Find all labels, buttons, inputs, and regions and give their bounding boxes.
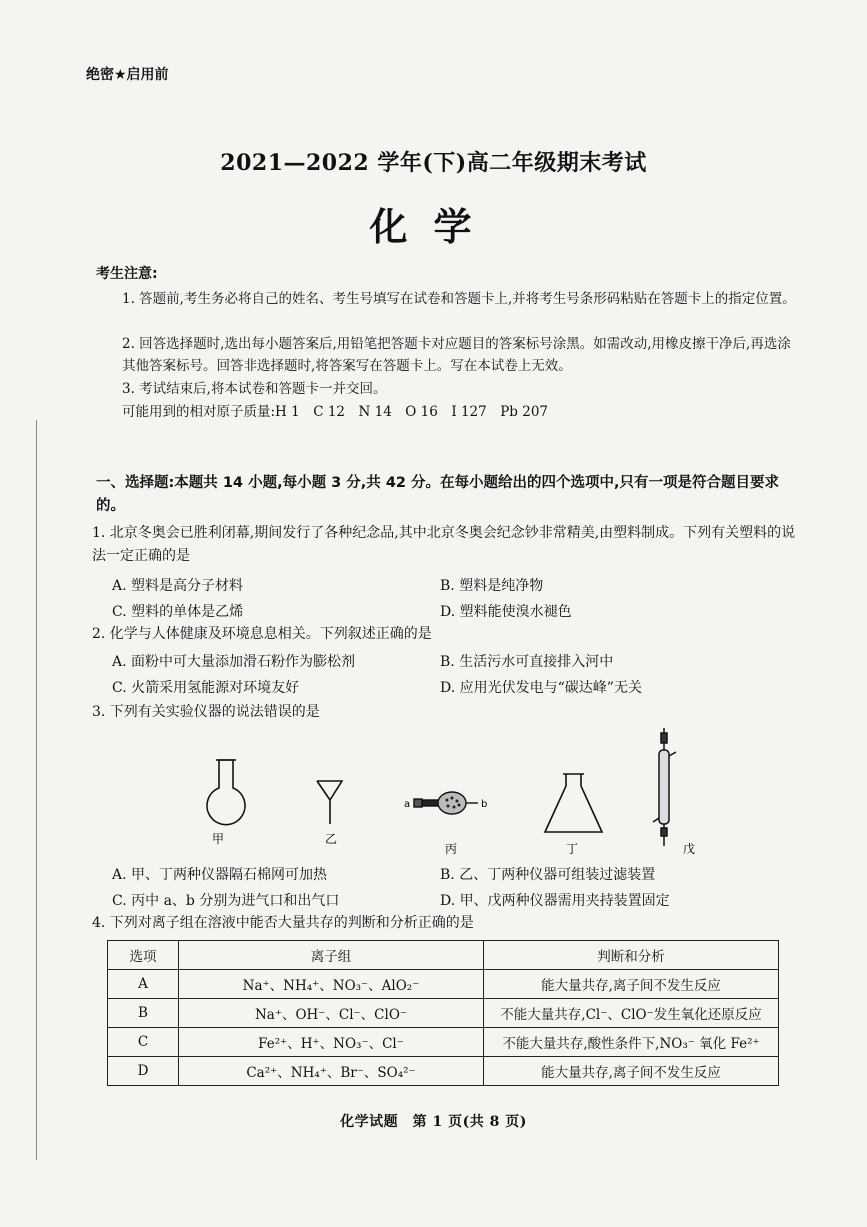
q2-option-d: D. 应用光伏发电与“碳达峰”无关 [440,680,642,696]
q2-option-c: C. 火箭采用氢能源对环境友好 [112,680,300,696]
notice-item-1: 1. 答题前,考生务必将自己的姓名、考生号填写在试卷和答题卡上,并将考生号条形码粘贴在答题卡上的指定位置。 [122,291,796,307]
header-option: 选项 [108,941,179,970]
q3-option-a: A. 甲、丁两种仪器隔石棉网可加热 [112,867,328,883]
confidential-label: 绝密★启用前 [86,67,169,83]
header-ions: 离子组 [179,941,484,970]
scan-edge-line [36,420,37,1160]
q2-option-a: A. 面粉中可大量添加滑石粉作为膨松剂 [112,654,356,670]
row-option: C [108,1028,179,1057]
funnel [317,781,342,824]
atomic-mass-line: 可能用到的相对原子质量:H 1 C 12 N 14 O 16 I 127 Pb 207 [122,404,548,420]
q1-option-c: C. 塑料的单体是乙烯 [112,604,244,620]
q1-option-a: A. 塑料是高分子材料 [112,578,244,594]
page-footer: 化学试题 第 1 页(共 8 页) [340,1114,527,1130]
label-jia: 甲 [212,832,225,846]
row-ions: Na⁺、NH₄⁺、NO₃⁻、AlO₂⁻ [179,970,484,999]
notice-item-3: 3. 考试结束后,将本试卷和答题卡一并交回。 [122,381,387,397]
header-analysis: 判断和分析 [484,941,779,970]
table-row [108,999,779,1028]
condenser [653,728,676,846]
label-yi: 乙 [325,832,338,846]
label-a: a [404,799,411,810]
notice-item-2: 2. 回答选择题时,选出每小题答案后,用铅笔把答题卡对应题目的答案标号涂黑。如需改动,用橡皮擦干净后,再选涂其他答案标号。回答非选择题时,将答案写在答题卡上。写在本试卷上无效。 [122,336,791,374]
q1-option-d: D. 塑料能使溴水褪色 [440,604,572,620]
label-bing: 丙 [445,842,458,856]
subject-title: 化学 [369,205,498,249]
question-3-stem: 3. 下列有关实验仪器的说法错误的是 [92,704,320,720]
row-ions: Na⁺、OH⁻、Cl⁻、ClO⁻ [179,999,484,1028]
ion-table [107,940,779,1086]
row-analysis: 不能大量共存,酸性条件下,NO₃⁻ 氧化 Fe²⁺ [484,1028,779,1057]
q3-option-b: B. 乙、丁两种仪器可组装过滤装置 [440,867,656,883]
row-option: B [108,999,179,1028]
question-1-stem: 1. 北京冬奥会已胜利闭幕,期间发行了各种纪念品,其中北京冬奥会纪念钞非常精美,由塑料制成。下列有关塑料的说法一定正确的是 [92,525,796,564]
drying-tube [414,792,478,814]
table-row [108,1028,779,1057]
label-wu: 戊 [683,842,696,856]
label-ding: 丁 [566,842,579,856]
q3-option-c: C. 丙中 a、b 分别为进气口和出气口 [112,893,340,909]
q3-option-d: D. 甲、戊两种仪器需用夹持装置固定 [440,893,670,909]
table-row [108,970,779,999]
q2-option-b: B. 生活污水可直接排入河中 [440,654,614,670]
question-2-stem: 2. 化学与人体健康及环境息息相关。下列叙述正确的是 [92,626,432,642]
table-header-row [108,941,779,970]
table-row [108,1057,779,1086]
row-analysis: 不能大量共存,Cl⁻、ClO⁻发生氧化还原反应 [484,999,779,1028]
section-1-title: 一、选择题:本题共 14 小题,每小题 3 分,共 42 分。在每小题给出的四个选项中,只有一项是符合题目要求的。 [96,475,780,514]
row-analysis: 能大量共存,离子间不发生反应 [484,1057,779,1086]
q1-option-b: B. 塑料是纯净物 [440,578,544,594]
exam-title: 2021—2022 学年(下)高二年级期末考试 [220,150,647,176]
row-ions: Fe²⁺、H⁺、NO₃⁻、Cl⁻ [179,1028,484,1057]
row-analysis: 能大量共存,离子间不发生反应 [484,970,779,999]
round-bottom-flask [207,760,245,825]
question-4-stem: 4. 下列对离子组在溶液中能否大量共存的判断和分析正确的是 [92,915,474,931]
row-option: A [108,970,179,999]
notice-heading: 考生注意: [96,266,158,282]
apparatus-figure [190,728,730,863]
label-b: b [481,799,488,810]
row-option: D [108,1057,179,1086]
row-ions: Ca²⁺、NH₄⁺、Br⁻、SO₄²⁻ [179,1057,484,1086]
conical-flask [545,774,602,832]
